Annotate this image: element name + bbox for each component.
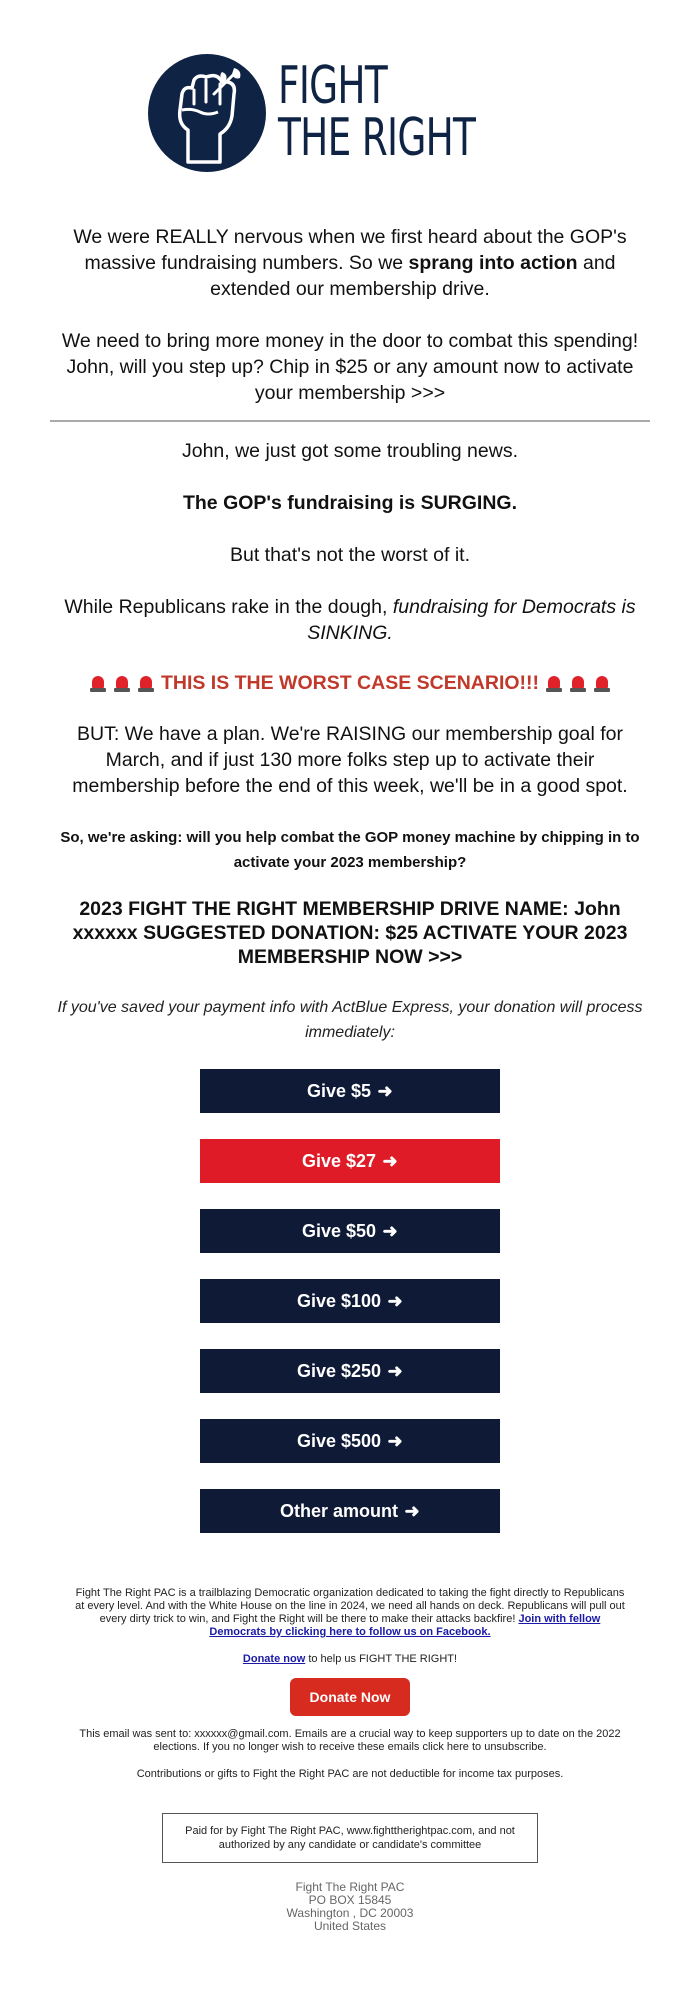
mailing-address bbox=[70, 1881, 630, 1933]
intro-text: We were REALLY nervous when we first heard about the GOP's massive fundraising numbers. So we bbox=[73, 226, 627, 274]
body-line-2: The GOP's fundraising is SURGING. bbox=[182, 492, 517, 514]
address-line-4: United States bbox=[313, 1919, 387, 1933]
logo-line-2: THE RIGHT bbox=[278, 108, 476, 168]
body-line-4-italic: fundraising for Democrats is SINKING. bbox=[307, 596, 636, 644]
give-250-label: Give $250 bbox=[296, 1361, 382, 1381]
give-27-button[interactable] bbox=[200, 1139, 500, 1183]
email-content bbox=[50, 0, 650, 1533]
alert-text: THIS IS THE WORST CASE SCENARIO!!! bbox=[160, 672, 540, 694]
raised-fist-icon bbox=[148, 54, 266, 172]
give-500-button[interactable] bbox=[200, 1419, 500, 1463]
donation-buttons bbox=[50, 1069, 650, 1533]
logo-wordmark bbox=[278, 56, 552, 168]
body-line-1: John, we just got some troubling news. bbox=[181, 440, 518, 462]
logo-line-1: FIGHT bbox=[278, 56, 388, 116]
address-line-2: PO BOX 15845 bbox=[308, 1893, 392, 1907]
footer-about bbox=[70, 1587, 630, 1639]
intro-bold-text: sprang into action bbox=[408, 252, 578, 274]
give-100-button[interactable] bbox=[200, 1279, 500, 1323]
address-line-1: Fight The Right PAC bbox=[295, 1880, 405, 1894]
body-line-3: But that's not the worst of it. bbox=[229, 544, 470, 566]
siren-icon bbox=[113, 676, 131, 692]
siren-icon bbox=[545, 676, 563, 692]
give-500-label: Give $500 bbox=[296, 1431, 382, 1451]
give-5-button[interactable] bbox=[200, 1069, 500, 1113]
body-line-4 bbox=[50, 594, 650, 646]
siren-icon bbox=[89, 676, 107, 692]
body-line-4-text: While Republicans rake in the dough, bbox=[64, 596, 393, 618]
actblue-express-note: If you've saved your payment info with ActBlue Express, your donation will process immediately: bbox=[57, 999, 643, 1041]
footer-tax-note: Contributions or gifts to Fight the Right PAC are not deductible for income tax purposes. bbox=[136, 1768, 564, 1780]
other-amount-label: Other amount bbox=[279, 1501, 398, 1521]
arrow-right-icon: ➜ bbox=[387, 1431, 403, 1451]
plan-paragraph: BUT: We have a plan. We're RAISING our membership goal for March, and if just 130 more folks step up to activate their membership before the end of this week, we'll be in a good spot. bbox=[72, 723, 628, 797]
arrow-right-icon: ➜ bbox=[377, 1081, 393, 1101]
intro-text-end: and extended our membership drive. bbox=[210, 252, 616, 300]
give-100-label: Give $100 bbox=[296, 1291, 382, 1311]
arrow-right-icon: ➜ bbox=[382, 1221, 398, 1241]
give-250-button[interactable] bbox=[200, 1349, 500, 1393]
intro-paragraph-1 bbox=[50, 224, 650, 302]
footer-about-text: Fight The Right PAC is a trailblazing Democratic organization dedicated to taking the fight directly to Republicans at every level. And with the White House on the line in 2024, we need all hands on deck. Republicans will pull out every dirty trick to win, and Fight the Right will be there to make their attacks backfire! bbox=[75, 1587, 625, 1625]
give-27-label: Give $27 bbox=[301, 1151, 377, 1171]
footer bbox=[70, 1587, 630, 1933]
donate-now-button[interactable]: Donate Now bbox=[290, 1678, 410, 1716]
intro-paragraph-2[interactable]: We need to bring more money in the door to combat this spending! John, will you step up? Chip in $25 or any amount now to activate your membership >>> bbox=[61, 330, 639, 404]
membership-drive-link[interactable]: 2023 FIGHT THE RIGHT MEMBERSHIP DRIVE NAME: John xxxxxx SUGGESTED DONATION: $25 ACTIVATE YOUR 2023 MEMBERSHIP NOW >>> bbox=[72, 898, 628, 968]
address-line-3: Washington , DC 20003 bbox=[286, 1906, 414, 1920]
give-50-label: Give $50 bbox=[301, 1221, 377, 1241]
donate-now-link[interactable]: Donate now bbox=[242, 1653, 306, 1665]
siren-icon bbox=[137, 676, 155, 692]
ask-paragraph: So, we're asking: will you help combat the GOP money machine by chipping in to activate your 2023 membership? bbox=[60, 829, 640, 871]
arrow-right-icon: ➜ bbox=[387, 1291, 403, 1311]
logo[interactable] bbox=[50, 0, 650, 178]
siren-icon bbox=[569, 676, 587, 692]
footer-donate-line bbox=[70, 1653, 630, 1666]
divider bbox=[50, 420, 650, 422]
arrow-right-icon: ➜ bbox=[382, 1151, 398, 1171]
give-5-label: Give $5 bbox=[306, 1081, 372, 1101]
facebook-link[interactable]: Join with fellow Democrats by clicking here to follow us on Facebook. bbox=[209, 1613, 601, 1638]
give-50-button[interactable] bbox=[200, 1209, 500, 1253]
arrow-right-icon: ➜ bbox=[387, 1361, 403, 1381]
paid-for-disclaimer: Paid for by Fight The Right PAC, www.fighttherightpac.com, and not authorized by any candidate or candidate's committee bbox=[162, 1813, 538, 1863]
donate-line-text: to help us FIGHT THE RIGHT! bbox=[305, 1653, 458, 1665]
arrow-right-icon: ➜ bbox=[404, 1501, 420, 1521]
footer-sent-to[interactable]: This email was sent to: xxxxxx@gmail.com. Emails are a crucial way to keep supporters up to date on the 2022 elections. If you no longer wish to receive these emails click here to unsubscribe. bbox=[79, 1728, 621, 1753]
siren-icon bbox=[593, 676, 611, 692]
alert-banner bbox=[50, 672, 650, 695]
other-amount-button[interactable] bbox=[200, 1489, 500, 1533]
